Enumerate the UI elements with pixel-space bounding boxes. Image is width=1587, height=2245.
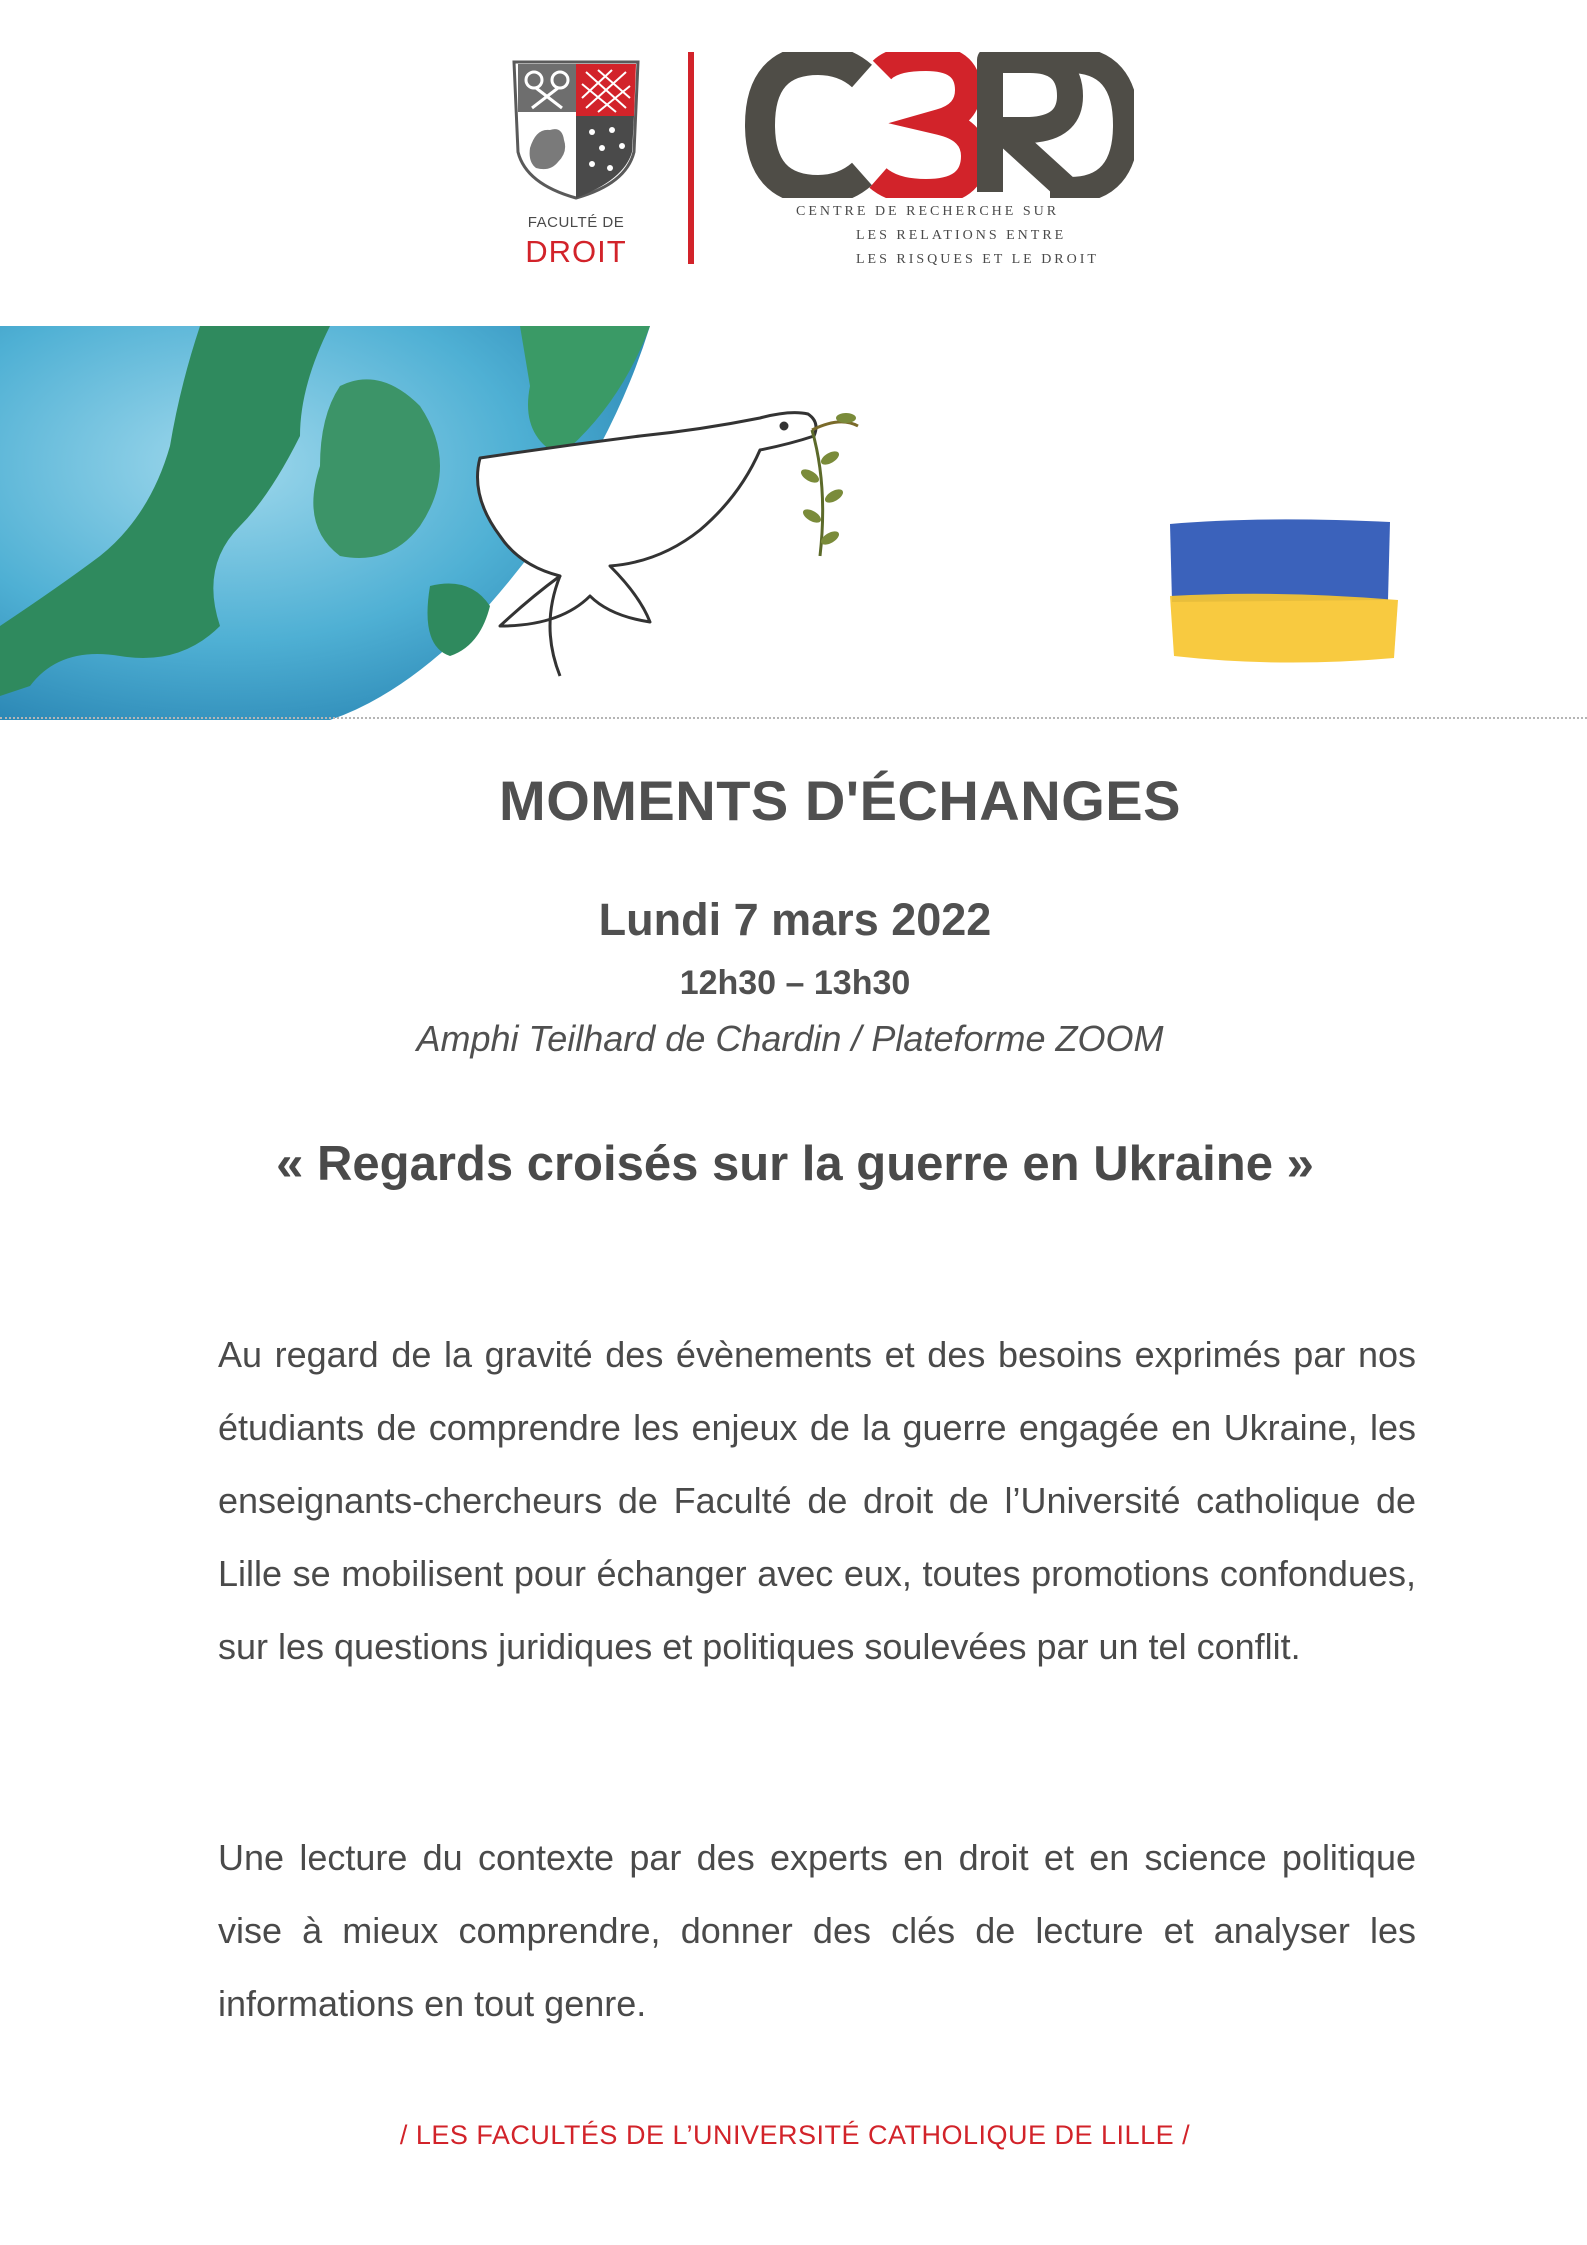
faculty-label-small: FACULTÉ DE (527, 214, 625, 231)
event-date: Lundi 7 mars 2022 (598, 894, 992, 945)
c3rd-tagline-line-3: LES RISQUES ET LE DROIT (856, 252, 1099, 267)
ukraine-flag-icon (1170, 519, 1398, 662)
event-time: 12h30 – 13h30 (679, 964, 911, 1002)
c3rd-wordmark-logo (744, 52, 1134, 198)
event-location: Amphi Teilhard de Chardin / Plateforme ZOOM (416, 1018, 1164, 1059)
event-theme: « Regards croisés sur la guerre en Ukraine » (276, 1137, 1314, 1191)
dotted-divider (0, 717, 1587, 719)
c3rd-tagline-line-2: LES RELATIONS ENTRE (856, 228, 1067, 243)
body-paragraph-2: Une lecture du contexte par des experts en droit et en science politique vise à mieux comprendre, donner des clés de lecture et analyser les informations en tout genre. (218, 1837, 1416, 2024)
faculty-logo (500, 48, 652, 278)
faculty-label-big: DROIT (525, 234, 627, 269)
faculty-shield-icon (506, 52, 646, 202)
peace-illustration (0, 326, 1587, 720)
dove-icon (478, 413, 817, 676)
event-title: MOMENTS D'ÉCHANGES (499, 769, 1181, 832)
footer-line: / LES FACULTÉS DE L’UNIVERSITÉ CATHOLIQUE DE LILLE / (399, 2120, 1191, 2150)
c3rd-tagline (796, 204, 1116, 274)
c3rd-tagline-line-1: CENTRE DE RECHERCHE SUR (796, 204, 1060, 219)
header-divider (688, 52, 694, 264)
body-paragraph-1: Au regard de la gravité des évènements et des besoins exprimés par nos étudiants de comprendre les enjeux de la guerre engagée en Ukraine, les enseignants-chercheurs de Faculté de droit de l’Université catholique de Lille se mobilisent pour échanger avec eux, toutes promotions confondues, sur les questions juridiques et politiques soulevées par un tel conflit. (218, 1334, 1416, 1667)
